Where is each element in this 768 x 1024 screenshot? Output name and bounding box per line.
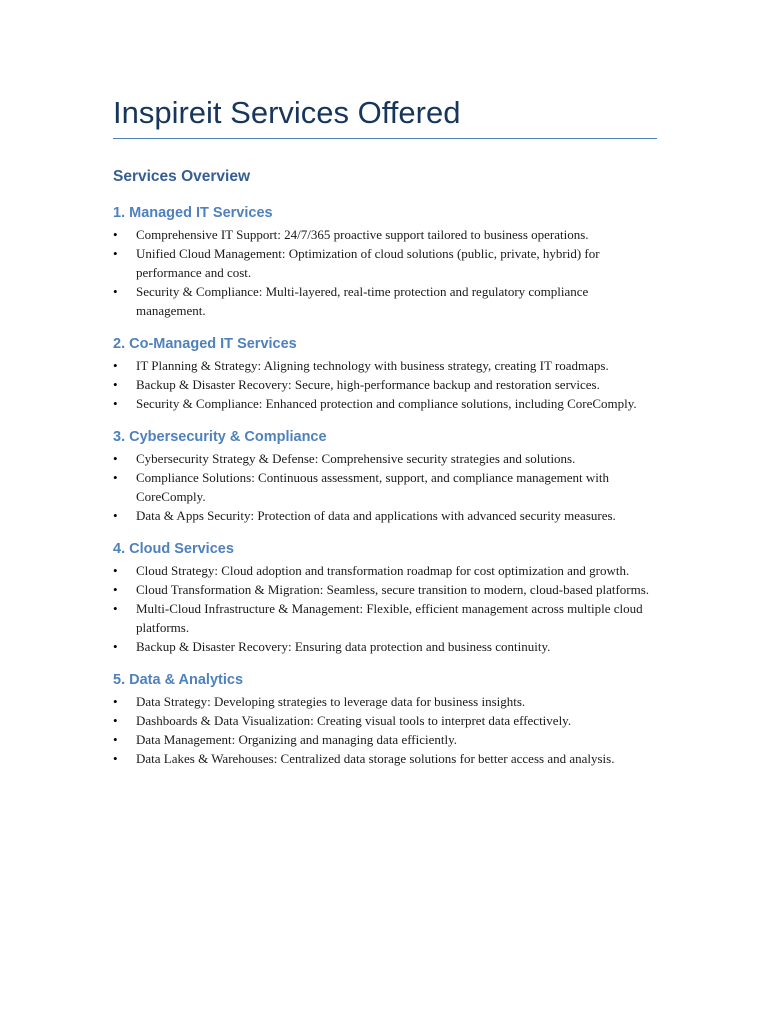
list-item [113, 637, 657, 656]
list-item [113, 692, 657, 711]
list-item-text: Unified Cloud Management: Optimization of cloud solutions (public, private, hybrid) for performance and cost. [136, 246, 600, 280]
bullet-list [113, 356, 657, 413]
bullet-icon: • [113, 508, 118, 523]
section-cybersecurity-compliance [113, 427, 657, 525]
list-item [113, 356, 657, 375]
list-item-text: Dashboards & Data Visualization: Creating visual tools to interpret data effectively. [136, 713, 572, 728]
bullet-icon: • [113, 377, 118, 392]
list-item [113, 711, 657, 730]
list-item-text: Security & Compliance: Enhanced protection and compliance solutions, including CoreComply. [136, 396, 637, 411]
list-item-text: Data Strategy: Developing strategies to leverage data for business insights. [136, 694, 526, 709]
list-item-text: Cloud Transformation & Migration: Seamless, secure transition to modern, cloud-based platforms. [136, 582, 650, 597]
list-item-text: Data Lakes & Warehouses: Centralized data storage solutions for better access and analysis. [136, 751, 615, 766]
list-item [113, 749, 657, 768]
bullet-icon: • [113, 396, 118, 411]
section-cloud-services [113, 539, 657, 656]
bullet-icon: • [113, 732, 118, 747]
bullet-icon: • [113, 451, 118, 466]
section-managed-it-services [113, 203, 657, 320]
list-item [113, 561, 657, 580]
title-divider [113, 138, 657, 139]
bullet-icon: • [113, 639, 118, 654]
list-item [113, 244, 657, 282]
list-item [113, 599, 657, 637]
list-item-text: Backup & Disaster Recovery: Secure, high-performance backup and restoration services. [136, 377, 600, 392]
bullet-icon: • [113, 563, 118, 578]
bullet-icon: • [113, 227, 118, 242]
bullet-icon: • [113, 470, 118, 485]
bullet-icon: • [113, 601, 118, 616]
bullet-list [113, 692, 657, 768]
bullet-icon: • [113, 713, 118, 728]
section-heading: 4. Cloud Services [113, 541, 234, 557]
bullet-icon: • [113, 358, 118, 373]
list-item [113, 730, 657, 749]
section-data-analytics [113, 670, 657, 768]
bullet-list [113, 225, 657, 320]
document-page [113, 92, 657, 782]
list-item [113, 506, 657, 525]
list-item-text: Security & Compliance: Multi-layered, real-time protection and regulatory compliance management. [136, 284, 589, 318]
section-co-managed-it-services [113, 334, 657, 413]
list-item-text: Data Management: Organizing and managing data efficiently. [136, 732, 458, 747]
document-title: Inspireit Services Offered [113, 95, 461, 130]
list-item-text: Cloud Strategy: Cloud adoption and transformation roadmap for cost optimization and growth. [136, 563, 630, 578]
section-heading: 5. Data & Analytics [113, 672, 244, 688]
section-heading: 3. Cybersecurity & Compliance [113, 429, 327, 445]
list-item [113, 580, 657, 599]
list-item [113, 375, 657, 394]
list-item [113, 225, 657, 244]
list-item-text: Backup & Disaster Recovery: Ensuring data protection and business continuity. [136, 639, 551, 654]
bullet-icon: • [113, 246, 118, 261]
bullet-icon: • [113, 694, 118, 709]
list-item [113, 449, 657, 468]
list-item-text: Multi-Cloud Infrastructure & Management: Flexible, efficient management across multiple cloud platforms. [136, 601, 643, 635]
list-item [113, 282, 657, 320]
list-item-text: Comprehensive IT Support: 24/7/365 proactive support tailored to business operations. [136, 227, 589, 242]
bullet-icon: • [113, 751, 118, 766]
list-item-text: Data & Apps Security: Protection of data and applications with advanced security measures. [136, 508, 616, 523]
list-item-text: Compliance Solutions: Continuous assessment, support, and compliance management with CoreComply. [136, 470, 609, 504]
list-item [113, 394, 657, 413]
bullet-icon: • [113, 582, 118, 597]
list-item-text: IT Planning & Strategy: Aligning technology with business strategy, creating IT roadmaps. [136, 358, 609, 373]
services-overview-heading: Services Overview [113, 168, 251, 185]
bullet-list [113, 561, 657, 656]
list-item [113, 468, 657, 506]
bullet-list [113, 449, 657, 525]
bullet-icon: • [113, 284, 118, 299]
list-item-text: Cybersecurity Strategy & Defense: Comprehensive security strategies and solutions. [136, 451, 576, 466]
section-heading: 1. Managed IT Services [113, 205, 273, 221]
section-heading: 2. Co-Managed IT Services [113, 336, 297, 352]
